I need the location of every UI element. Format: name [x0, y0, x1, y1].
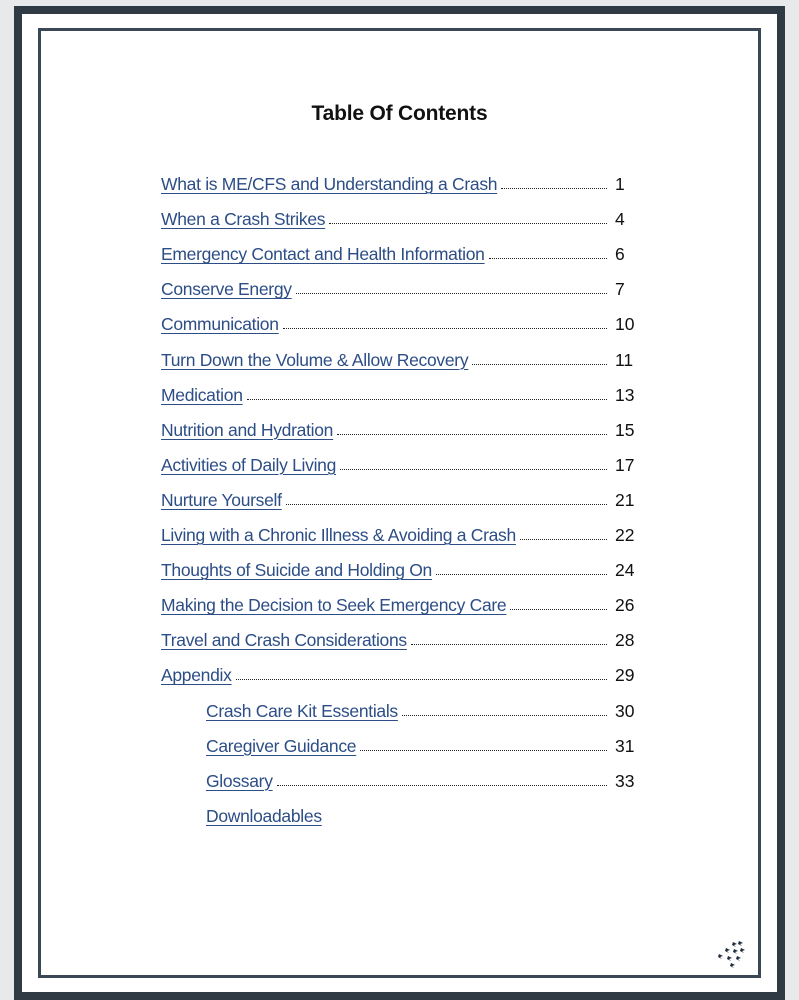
- toc-entry: [161, 511, 641, 546]
- dot-leader: [340, 468, 607, 470]
- dot-leader: [337, 433, 607, 435]
- toc-entry-link[interactable]: Glossary: [206, 770, 273, 791]
- dot-leader: [510, 608, 607, 610]
- toc-page-number: 26: [615, 595, 635, 616]
- toc-page-number: 17: [615, 454, 635, 475]
- toc-entry: [161, 371, 641, 406]
- toc-entry-link[interactable]: When a Crash Strikes: [161, 209, 326, 230]
- toc-entry: [161, 686, 641, 721]
- toc-page-number: 10: [615, 314, 635, 335]
- toc-page-number: 22: [615, 525, 635, 546]
- toc-entry-link[interactable]: Crash Care Kit Essentials: [206, 700, 398, 721]
- toc-page-number: 4: [615, 209, 625, 230]
- toc-entry: [161, 581, 641, 616]
- toc-page-number: 7: [615, 279, 625, 300]
- toc-entry-link[interactable]: Nurture Yourself: [161, 489, 282, 510]
- toc-page-number: 33: [615, 770, 635, 791]
- dot-leader: [236, 678, 607, 680]
- toc-entry-link[interactable]: Making the Decision to Seek Emergency Care: [161, 595, 507, 616]
- toc-page-number: 1: [615, 174, 625, 195]
- toc-page-number: 11: [615, 349, 634, 370]
- toc-entry: [161, 476, 641, 511]
- toc-entry-link[interactable]: Communication: [161, 314, 279, 335]
- dot-leader: [520, 538, 607, 540]
- toc-entry-link[interactable]: Travel and Crash Considerations: [161, 630, 407, 651]
- toc-entry-link[interactable]: Nutrition and Hydration: [161, 419, 334, 440]
- toc-entry: [161, 722, 641, 757]
- page-title: Table Of Contents: [311, 102, 488, 125]
- toc-entry: [161, 230, 641, 265]
- toc-entry-link[interactable]: Emergency Contact and Health Information: [161, 244, 485, 265]
- flock-of-birds-logo-icon: [713, 940, 747, 970]
- dot-leader: [402, 714, 607, 716]
- toc-entry-link[interactable]: Thoughts of Suicide and Holding On: [161, 560, 432, 581]
- toc-entry: [161, 792, 641, 827]
- toc-entry: [161, 195, 641, 230]
- document-frame: [14, 6, 785, 1000]
- toc-entry: [161, 300, 641, 335]
- document-page: [22, 14, 777, 992]
- toc-entry-link[interactable]: Appendix: [161, 665, 232, 686]
- toc-page-number: 13: [615, 384, 635, 405]
- dot-leader: [286, 503, 607, 505]
- toc-entry: [161, 441, 641, 476]
- toc-page-number: 24: [615, 560, 635, 581]
- toc-page-number: 29: [615, 665, 635, 686]
- toc-entry-link[interactable]: Turn Down the Volume & Allow Recovery: [161, 349, 469, 370]
- toc-entry: [161, 757, 641, 792]
- toc-entry-link[interactable]: Living with a Chronic Illness & Avoiding a Crash: [161, 525, 516, 546]
- dot-leader: [277, 784, 607, 786]
- dot-leader: [489, 257, 607, 259]
- dot-leader: [472, 363, 607, 365]
- toc-entry-link[interactable]: Medication: [161, 384, 243, 405]
- toc-page-number: 21: [615, 489, 635, 510]
- toc-entry-link[interactable]: Conserve Energy: [161, 279, 292, 300]
- toc-entry-link[interactable]: Downloadables: [206, 805, 322, 826]
- dot-leader: [501, 187, 607, 189]
- dot-leader: [283, 327, 607, 329]
- toc-entry: [161, 265, 641, 300]
- toc-entry-link[interactable]: Caregiver Guidance: [206, 735, 357, 756]
- toc-page-number: 6: [615, 244, 625, 265]
- dot-leader: [411, 643, 607, 645]
- toc-page-number: 28: [615, 630, 635, 651]
- dot-leader: [360, 749, 607, 751]
- toc-page-number: 31: [615, 735, 635, 756]
- toc-page-number: 15: [615, 419, 635, 440]
- dot-leader: [296, 292, 607, 294]
- dot-leader: [247, 398, 607, 400]
- toc-entry: [161, 546, 641, 581]
- dot-leader: [329, 222, 607, 224]
- toc-entry: [161, 335, 641, 370]
- toc-entry: [161, 651, 641, 686]
- toc-entry-link[interactable]: Activities of Daily Living: [161, 454, 337, 475]
- toc-entry: [161, 406, 641, 441]
- toc-page-number: 30: [615, 700, 635, 721]
- toc-entry: [161, 616, 641, 651]
- table-of-contents: [161, 160, 641, 827]
- toc-entry-link[interactable]: What is ME/CFS and Understanding a Crash: [161, 174, 498, 195]
- toc-entry: [161, 160, 641, 195]
- dot-leader: [436, 573, 607, 575]
